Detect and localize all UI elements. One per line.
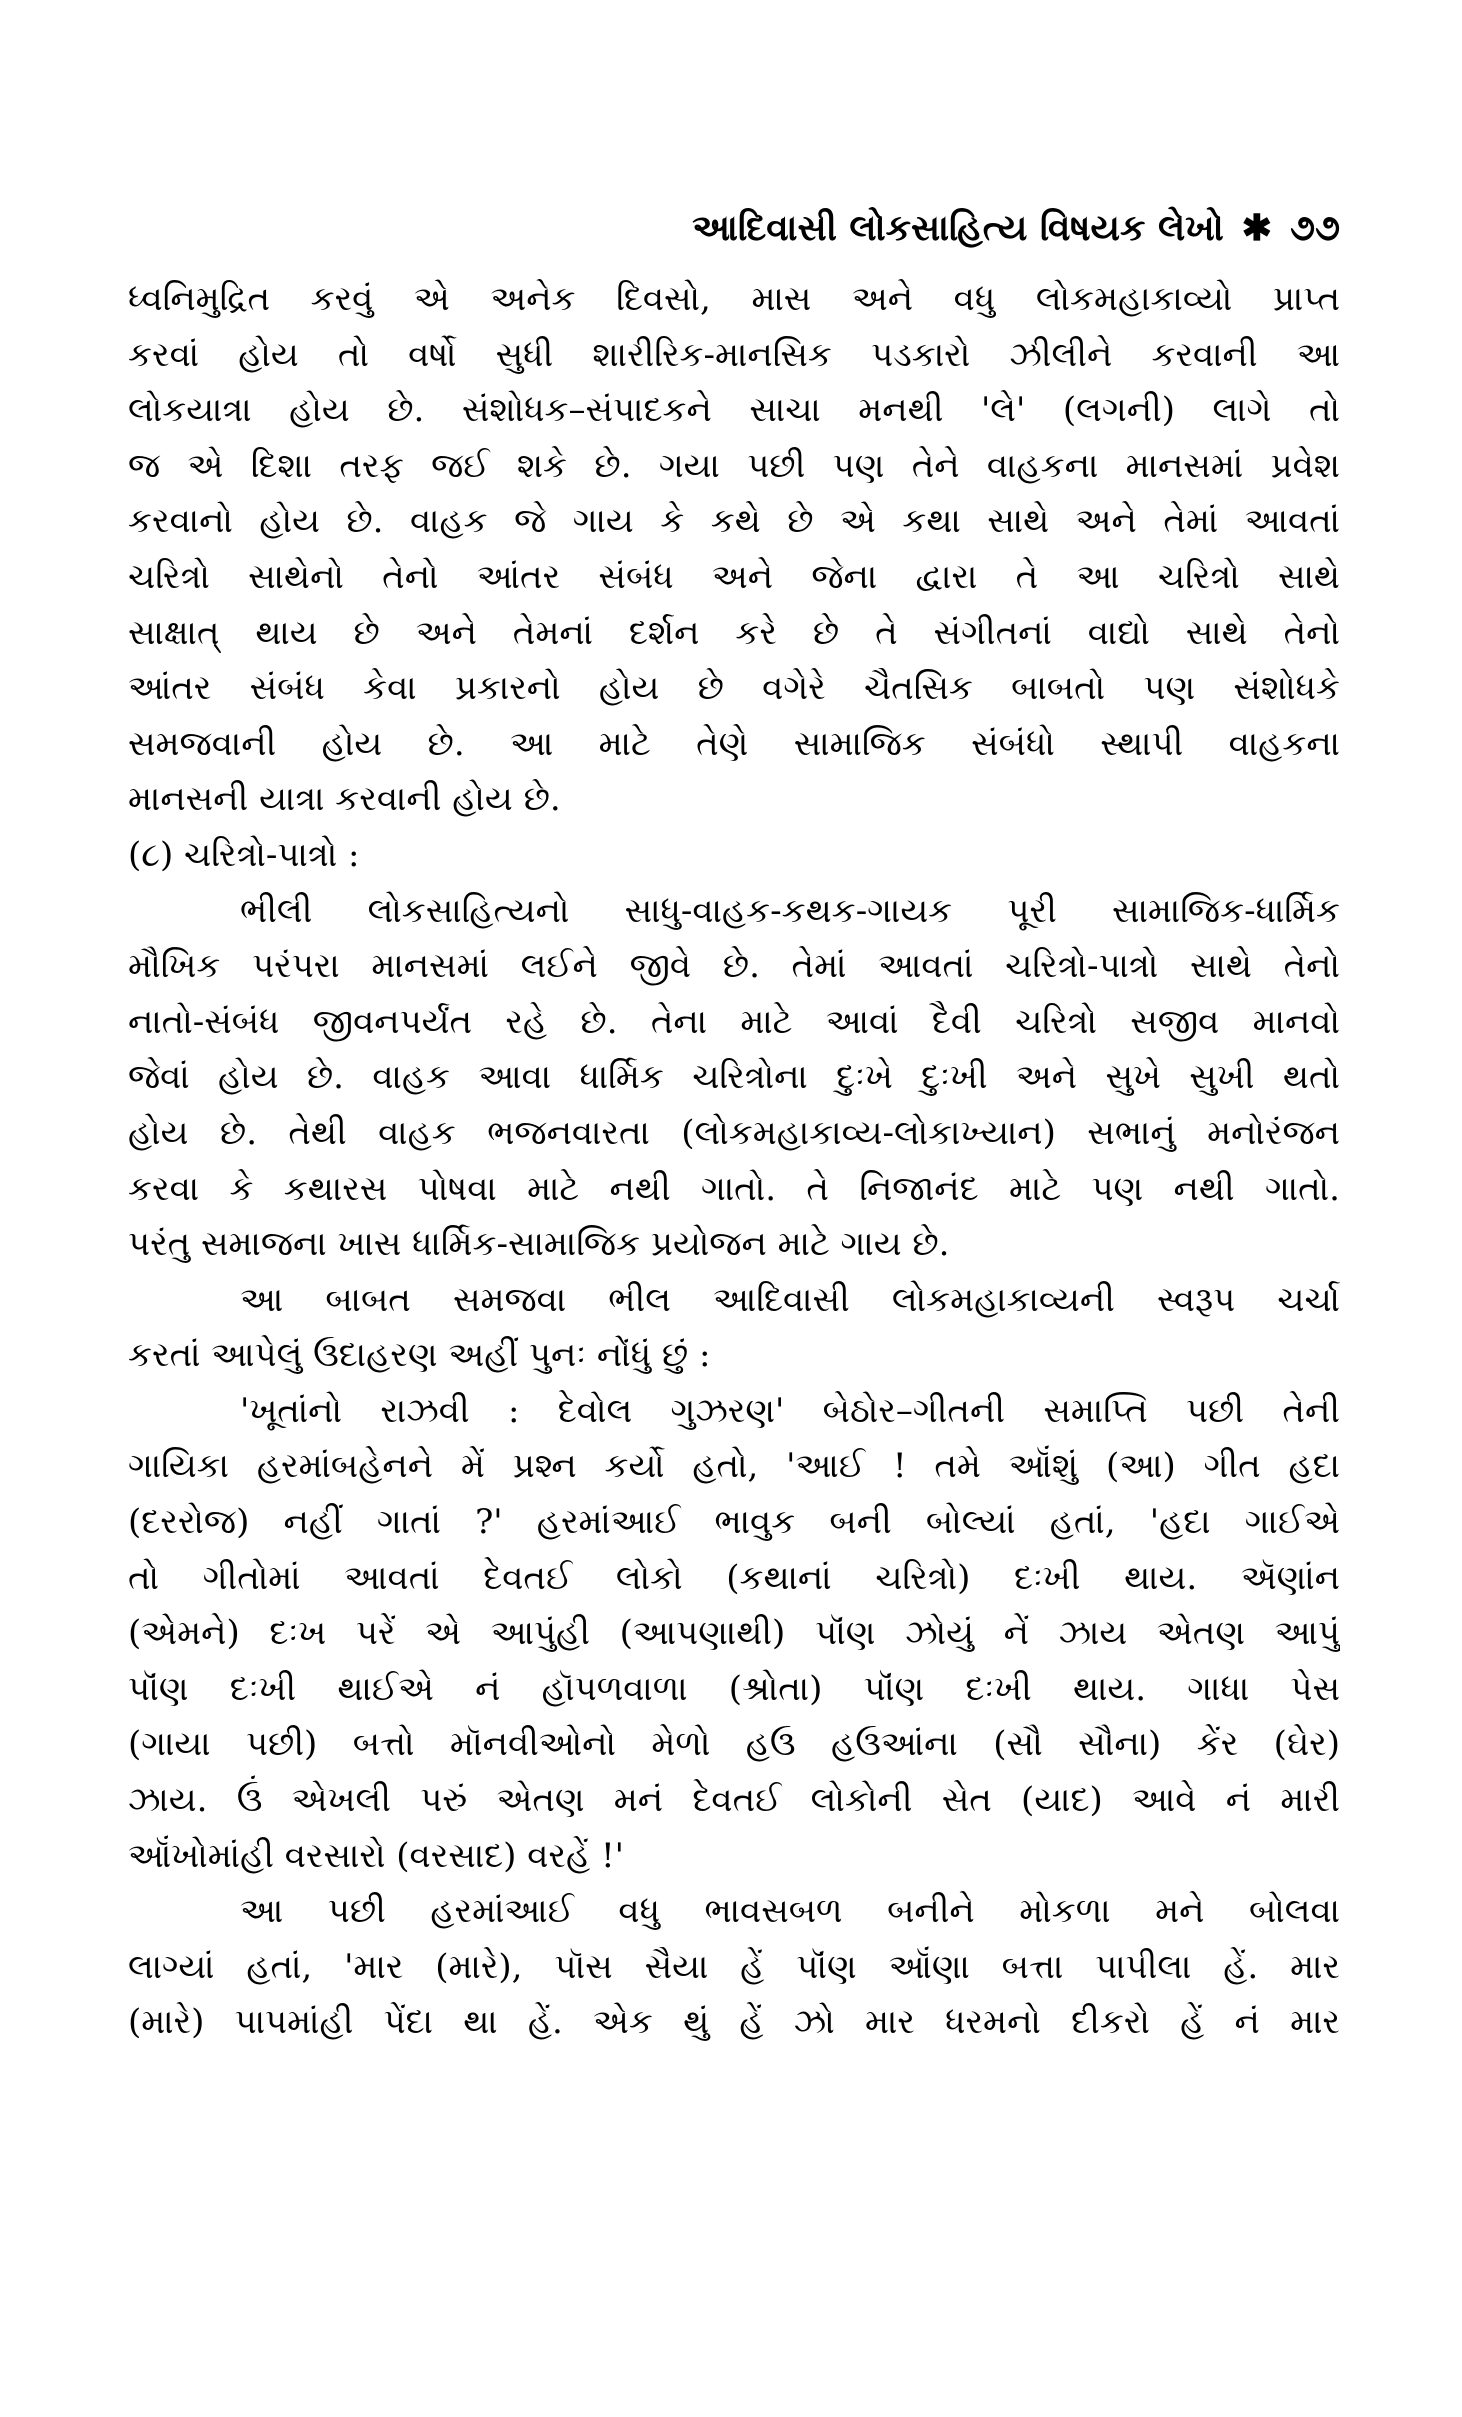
text-line: કરવા કે કથારસ પોષવા માટે નથી ગાતો. તે નિજાનંદ માટે પણ નથી ગાતો. xyxy=(128,1168,1340,1209)
text-line: લાગ્યાં હતાં, 'માર (મારે), પૉસ સૈયા હેં પૉંણ ઑંણા બત્તા પાપીલા હેં. માર xyxy=(128,1946,1340,1987)
text-line: આ પછી હરમાંઆઈ વધુ ભાવસબળ બનીને મોકળા મને બોલવા xyxy=(240,1891,1340,1932)
text-line: પરંતુ સમાજના ખાસ ધાર્મિક-સામાજિક પ્રયોજન માટે ગાય છે. xyxy=(128,1224,950,1265)
text-line: ગાયિકા હરમાંબહેનને મેં પ્રશ્ન કર્યો હતો, 'આઈ ! તમે ઑંશું (આ) ગીત હદા xyxy=(128,1446,1340,1487)
text-line: ચરિત્રો સાથેનો તેનો આંતર સંબંધ અને જેના દ્વારા તે આ ચરિત્રો સાથે xyxy=(128,556,1340,597)
page-number: ૭૭ xyxy=(1289,207,1340,249)
text-line: હોય છે. તેથી વાહક ભજનવારતા (લોકમહાકાવ્ય-લોકાખ્યાન) સભાનું મનોરંજન xyxy=(128,1112,1340,1153)
text-line: પૉંણ દઃખી થાઈએ નં હૉપળવાળા (શ્રોતા) પૉંણ દઃખી થાય. ગાધા પેસ xyxy=(128,1668,1340,1709)
header-title: આદિવાસી લોકસાહિત્ય વિષયક લેખો xyxy=(692,207,1224,249)
text-line: માનસની યાત્રા કરવાની હોય છે. xyxy=(128,779,561,820)
text-line: નાતો-સંબંધ જીવનપર્યંત રહે છે. તેના માટે આવાં દૈવી ચરિત્રો સજીવ માનવો xyxy=(128,1001,1340,1042)
text-line: ઝાય. ઉં એખલી પરું એતણ મનં દેવતઈ લોકોની સેત (યાદ) આવે નં મારી xyxy=(128,1780,1340,1821)
text-line: આંતર સંબંધ કેવા પ્રકારનો હોય છે વગેરે ચૈતસિક બાબતો પણ સંશોધકે xyxy=(128,668,1340,709)
text-line: (મારે) પાપમાંહી પેંદા થા હેં. એક થું હેં ઝો માર ધરમનો દીકરો હેં નં માર xyxy=(128,2002,1340,2043)
text-line: કરવાનો હોય છે. વાહક જે ગાય કે કથે છે એ કથા સાથે અને તેમાં આવતાં xyxy=(128,501,1340,542)
text-line: જ એ દિશા તરફ જઈ શકે છે. ગયા પછી પણ તેને વાહકના માનસમાં પ્રવેશ xyxy=(128,445,1340,486)
text-line: લોકયાત્રા હોય છે. સંશોધક–સંપાદકને સાચા મનથી 'લે' (લગની) લાગે તો xyxy=(128,390,1340,431)
text-line: તો ગીતોમાં આવતાં દેવતઈ લોકો (કથાનાં ચરિત્રો) દઃખી થાય. ઍણાંન xyxy=(128,1557,1340,1598)
running-header xyxy=(500,198,1340,258)
text-line: ધ્વનિમુદ્રિત કરવું એ અનેક દિવસો, માસ અને વધુ લોકમહાકાવ્યો પ્રાપ્ત xyxy=(128,279,1340,319)
text-line: કરતાં આપેલું ઉદાહરણ અહીં પુનઃ નોંધું છું : xyxy=(128,1335,711,1376)
text-line: ઑંખોમાંહી વરસારો (વરસાદ) વરહેં !' xyxy=(128,1835,624,1876)
section-heading: (૮) ચરિત્રો-પાત્રો : xyxy=(128,834,360,875)
text-line: સાક્ષાત્ થાય છે અને તેમનાં દર્શન કરે છે તે સંગીતનાં વાદ્યો સાથે તેનો xyxy=(128,612,1340,653)
text-line: ભીલી લોકસાહિત્યનો સાધુ-વાહક-કથક-ગાયક પૂરી સામાજિક-ધાર્મિક xyxy=(240,890,1340,931)
text-line: સમજવાની હોય છે. આ માટે તેણે સામાજિક સંબંધો સ્થાપી વાહકના xyxy=(128,723,1340,764)
text-line: આ બાબત સમજવા ભીલ આદિવાસી લોકમહાકાવ્યની સ્વરૂપ ચર્ચા xyxy=(240,1279,1340,1320)
text-line: મૌખિક પરંપરા માનસમાં લઈને જીવે છે. તેમાં આવતાં ચરિત્રો-પાત્રો સાથે તેનો xyxy=(128,946,1340,987)
asterisk-icon: ✱ xyxy=(1241,207,1272,249)
text-line: જેવાં હોય છે. વાહક આવા ધાર્મિક ચરિત્રોના દુઃખે દુઃખી અને સુખે સુખી થતો xyxy=(128,1057,1340,1098)
text-line: (એમને) દઃખ પરેં એ આપુંહી (આપણાથી) પૉંણ ઝોયું નેં ઝાય એતણ આપું xyxy=(128,1613,1340,1654)
text-line: (ગાયા પછી) બત્તો મૉનવીઓનો મેળો હઉ હઉઆંના (સૌ સૌના) કેંર (ઘેર) xyxy=(128,1724,1340,1765)
text-line: (દરરોજ) નહીં ગાતાં ?' હરમાંઆઈ ભાવુક બની બોલ્યાં હતાં, 'હદા ગાઈએ xyxy=(128,1502,1340,1543)
text-line: 'ખૂતાંનો રાઝવી : દેવોલ ગુઝરણ' બેઠોર–ગીતની સમાપ્તિ પછી તેની xyxy=(240,1390,1340,1431)
body-text xyxy=(128,272,1340,2051)
text-line: કરવાં હોય તો વર્ષો સુધી શારીરિક-માનસિક પડકારો ઝીલીને કરવાની આ xyxy=(128,334,1340,375)
